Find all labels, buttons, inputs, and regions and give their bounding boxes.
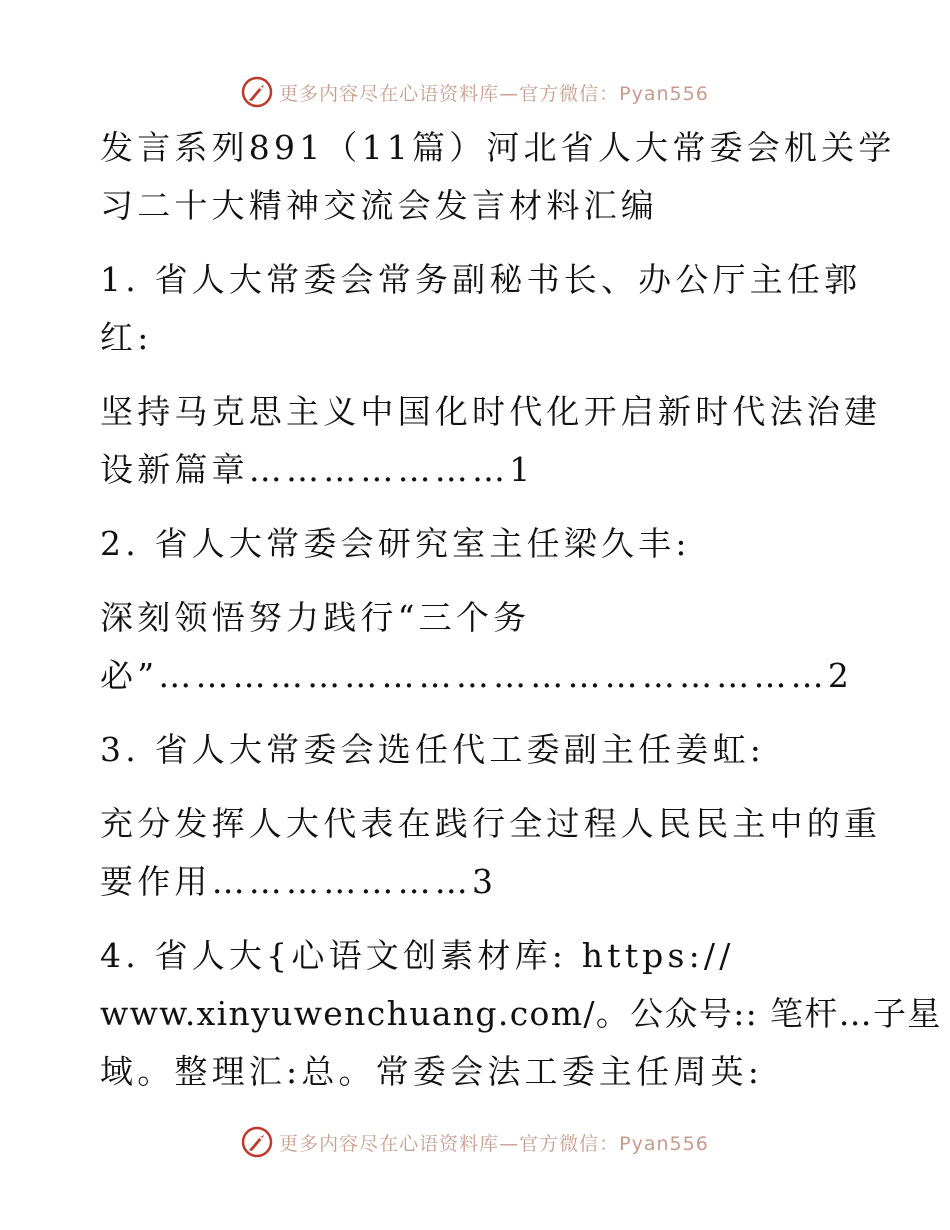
item-3-heading: 3. 省人大常委会选任代工委副主任姜虹:: [100, 730, 766, 769]
item-4-heading-cont-2: 域。整理汇:总。常委会法工委主任周英:: [100, 1052, 764, 1091]
item-2-title-cont: 必”………………………………………………2: [100, 656, 854, 695]
item-2-title: 深刻领悟努力践行“三个务: [100, 598, 531, 637]
item-2-heading: 2. 省人大常委会研究室主任梁久丰:: [100, 524, 691, 563]
banner-wechat-id: Pyan556: [619, 1132, 709, 1155]
item-1-title: 坚持马克思主义中国化时代化开启新时代法治建: [100, 392, 882, 431]
item-1-heading: 1. 省人大常委会常务副秘书长、办公厅主任郭: [100, 260, 862, 299]
item-3-title-cont: 要作用…………………3: [100, 862, 498, 901]
item-4-heading-cont: www.xinyuwenchuang.com/。公众号:: 笔杆…子星: [100, 994, 942, 1033]
item-4-heading: 4. 省人大{心语文创素材库: https://: [100, 936, 735, 975]
pen-nib-logo-icon: [241, 1126, 273, 1158]
banner-text: 更多内容尽在心语资料库—官方微信：: [279, 82, 620, 105]
banner-text: 更多内容尽在心语资料库—官方微信：: [279, 1132, 620, 1155]
item-1-heading-cont: 红:: [100, 318, 153, 357]
footer-banner: [0, 1122, 950, 1162]
title-line-1: 发言系列891（11篇）河北省人大常委会机关学: [100, 128, 896, 167]
title-line-2: 习二十大精神交流会发言材料汇编: [100, 186, 658, 225]
item-3-title: 充分发挥人大代表在践行全过程人民民主中的重: [100, 804, 882, 843]
banner-wechat-id: Pyan556: [619, 82, 709, 105]
item-1-title-cont: 设新篇章…………………1: [100, 450, 535, 489]
